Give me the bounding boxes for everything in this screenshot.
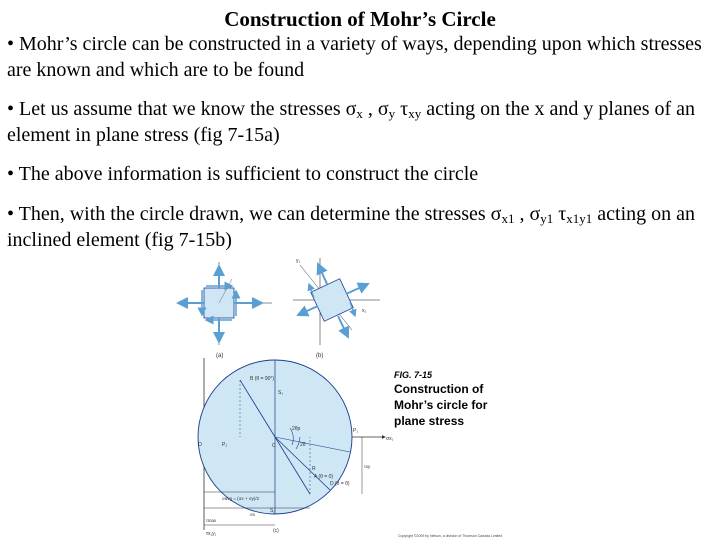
angle-2theta: 2θ bbox=[300, 442, 306, 448]
caption-line-1: Construction of bbox=[394, 382, 484, 396]
axis-sigma-label: σx₁ bbox=[386, 436, 394, 442]
angle-2thetap: 2θp bbox=[292, 426, 301, 432]
axis-tau-label: τx₁y₁ bbox=[206, 531, 217, 537]
sigma-avg-label: σavg = (σx + σy)/2 bbox=[222, 496, 260, 501]
point-D: D (θ = θ) bbox=[330, 481, 350, 487]
point-P1: P₁ bbox=[353, 428, 359, 434]
element-a bbox=[178, 262, 272, 359]
element-b bbox=[293, 258, 380, 359]
radius-label: R bbox=[312, 466, 316, 472]
bullet-constructing-ways: • Mohr’s circle can be constructed in a variety of ways, depending upon which stresses are known and which are to be found bbox=[7, 33, 702, 81]
svg-text:y₁: y₁ bbox=[296, 258, 301, 264]
bullet-known-stresses: • Let us assume that we know the stresses $\sigma_x$ , $\sigma_y$ $\tau_{xy}$ acting on the x and y planes of an element in plane stress (fig 7-15a) bbox=[7, 98, 696, 146]
label-b: (b) bbox=[316, 353, 324, 359]
label-c: (c) bbox=[273, 528, 279, 534]
caption-line-2: Mohr’s circle for bbox=[394, 398, 488, 412]
figure-svg bbox=[0, 250, 720, 540]
point-B: B (θ = 90°) bbox=[250, 376, 275, 382]
point-C: C bbox=[272, 443, 276, 449]
point-P2: P₂ bbox=[222, 442, 228, 448]
mohrs-circle-diagram bbox=[198, 358, 394, 537]
point-A: A (θ = 0) bbox=[314, 474, 334, 480]
point-S1: S₁ bbox=[278, 390, 284, 396]
fig-number: FIG. 7-15 bbox=[394, 370, 433, 380]
label-a: (a) bbox=[216, 353, 224, 359]
slide-title: Construction of Mohr’s Circle bbox=[224, 7, 496, 31]
caption-line-3: plane stress bbox=[394, 414, 465, 428]
sigma-x-label: σx bbox=[250, 512, 256, 517]
tau-xy-label: τxy bbox=[364, 464, 371, 469]
point-S2: S₂ bbox=[270, 508, 276, 514]
svg-text:x₁: x₁ bbox=[362, 308, 367, 314]
bullet-sufficient-info: • The above information is sufficient to construct the circle bbox=[7, 163, 479, 185]
tau-max-label: τmax bbox=[206, 518, 217, 523]
point-O: O bbox=[198, 442, 202, 448]
figure-7-15 bbox=[0, 250, 720, 540]
copyright-notice: Copyright ©2009 by Nelson, a division of Thomson Canada Limited bbox=[398, 534, 503, 538]
bullet-inclined-element: • Then, with the circle drawn, we can determine the stresses $\sigma_{x1}$ , $\sigma_{y1}$ $\tau_{x1y1}$ acting on an inclined element (fig 7-15b) bbox=[7, 203, 696, 251]
